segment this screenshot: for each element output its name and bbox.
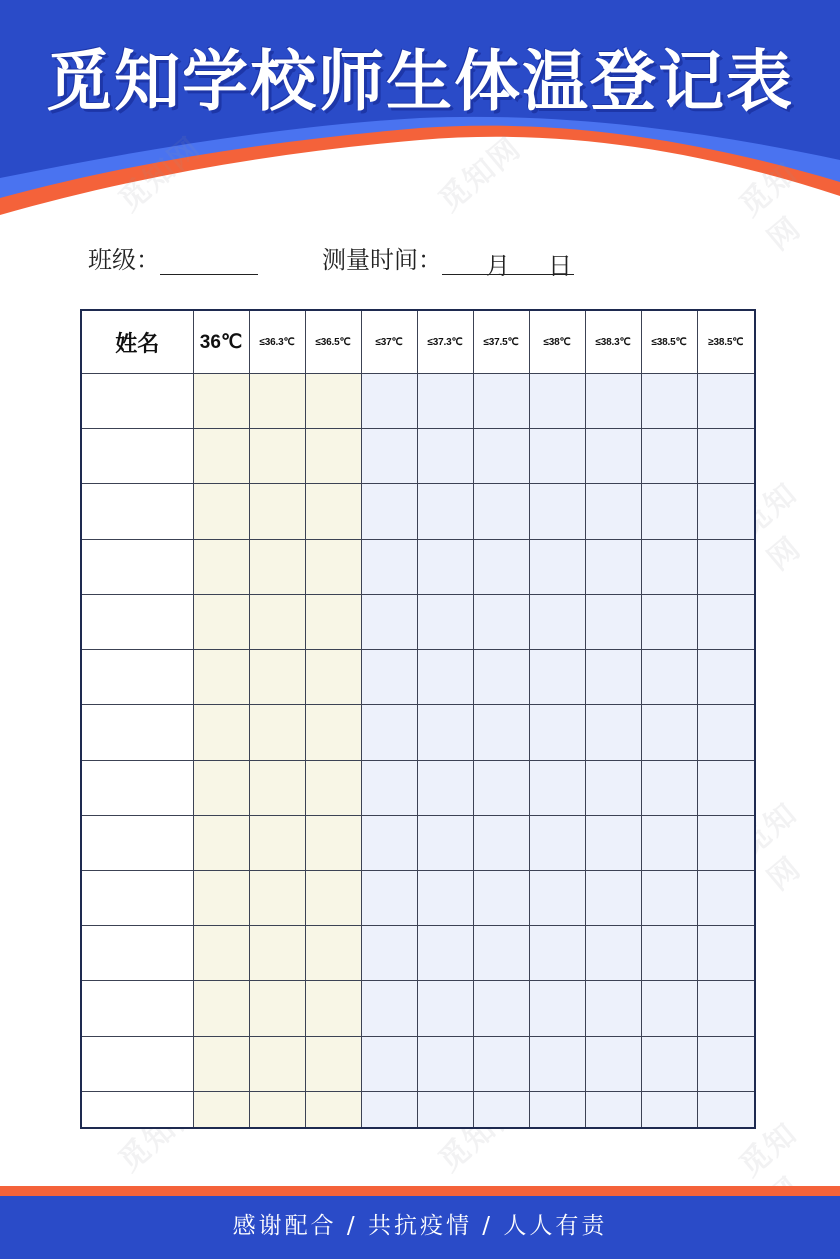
temperature-cell[interactable]	[417, 870, 473, 925]
name-cell[interactable]	[81, 594, 193, 649]
temperature-cell[interactable]	[473, 539, 529, 594]
temperature-cell[interactable]	[529, 760, 585, 815]
name-cell[interactable]	[81, 815, 193, 870]
temperature-cell[interactable]	[417, 981, 473, 1036]
temperature-cell[interactable]	[697, 484, 755, 539]
day-label: 日	[548, 252, 572, 280]
name-cell[interactable]	[81, 981, 193, 1036]
temperature-cell[interactable]	[193, 815, 249, 870]
temperature-cell[interactable]	[697, 1091, 755, 1128]
temperature-cell[interactable]	[697, 429, 755, 484]
name-cell[interactable]	[81, 1091, 193, 1128]
temperature-cell[interactable]	[305, 374, 361, 429]
temperature-cell[interactable]	[697, 594, 755, 649]
temperature-cell[interactable]	[697, 815, 755, 870]
temperature-cell[interactable]	[193, 760, 249, 815]
temperature-cell[interactable]	[305, 981, 361, 1036]
table-row	[81, 650, 755, 705]
temperature-cell[interactable]	[641, 1091, 697, 1128]
temperature-cell[interactable]	[473, 926, 529, 981]
temperature-cell[interactable]	[193, 429, 249, 484]
name-cell[interactable]	[81, 1036, 193, 1091]
temperature-cell[interactable]	[193, 926, 249, 981]
table-row	[81, 981, 755, 1036]
table-row	[81, 429, 755, 484]
temperature-cell[interactable]	[305, 650, 361, 705]
temperature-cell[interactable]	[585, 705, 641, 760]
temperature-cell[interactable]	[529, 429, 585, 484]
footer-slogan: 感谢配合 / 共抗疫情 / 人人有责	[0, 1196, 840, 1259]
temperature-cell[interactable]	[585, 429, 641, 484]
class-field	[88, 240, 258, 275]
temperature-cell[interactable]	[193, 539, 249, 594]
column-header-temp: ≤37℃	[361, 310, 417, 374]
temperature-cell[interactable]	[641, 539, 697, 594]
temperature-cell[interactable]	[305, 870, 361, 925]
table-row	[81, 594, 755, 649]
column-header-temp: ≤37.3℃	[417, 310, 473, 374]
temperature-cell[interactable]	[473, 705, 529, 760]
temperature-cell[interactable]	[529, 705, 585, 760]
table-row	[81, 374, 755, 429]
temperature-cell[interactable]	[585, 374, 641, 429]
temperature-cell[interactable]	[305, 594, 361, 649]
column-header-temp: ≤36.5℃	[305, 310, 361, 374]
temperature-cell[interactable]	[249, 429, 305, 484]
column-header-temp: ≤38.5℃	[641, 310, 697, 374]
temperature-cell[interactable]	[249, 705, 305, 760]
temperature-cell[interactable]	[249, 594, 305, 649]
table-header	[81, 310, 755, 374]
temperature-cell[interactable]	[529, 594, 585, 649]
temperature-cell[interactable]	[473, 374, 529, 429]
name-cell[interactable]	[81, 650, 193, 705]
temperature-cell[interactable]	[193, 1036, 249, 1091]
temperature-cell[interactable]	[193, 374, 249, 429]
table-row	[81, 1036, 755, 1091]
temperature-cell[interactable]	[417, 1091, 473, 1128]
temperature-cell[interactable]	[305, 926, 361, 981]
temperature-cell[interactable]	[641, 815, 697, 870]
column-header-temp: ≤38℃	[529, 310, 585, 374]
temperature-cell[interactable]	[249, 1091, 305, 1128]
temperature-cell[interactable]	[641, 374, 697, 429]
temperature-cell[interactable]	[697, 870, 755, 925]
temperature-cell[interactable]	[585, 760, 641, 815]
temperature-cell[interactable]	[641, 1036, 697, 1091]
temperature-cell[interactable]	[697, 705, 755, 760]
temperature-cell[interactable]	[193, 650, 249, 705]
temperature-cell[interactable]	[305, 484, 361, 539]
name-cell[interactable]	[81, 539, 193, 594]
temperature-cell[interactable]	[473, 870, 529, 925]
temperature-cell[interactable]	[697, 926, 755, 981]
temperature-cell[interactable]	[361, 374, 417, 429]
temperature-cell[interactable]	[641, 760, 697, 815]
temperature-cell[interactable]	[697, 650, 755, 705]
month-label: 月	[486, 252, 510, 280]
temperature-cell[interactable]	[305, 1091, 361, 1128]
temperature-cell[interactable]	[585, 484, 641, 539]
temperature-cell[interactable]	[249, 981, 305, 1036]
temperature-cell[interactable]	[249, 815, 305, 870]
temperature-cell[interactable]	[473, 650, 529, 705]
temperature-cell[interactable]	[361, 705, 417, 760]
temperature-cell[interactable]	[529, 539, 585, 594]
temperature-cell[interactable]	[641, 705, 697, 760]
table-row	[81, 926, 755, 981]
temperature-cell[interactable]	[361, 981, 417, 1036]
temperature-cell[interactable]	[585, 870, 641, 925]
temperature-cell[interactable]	[529, 870, 585, 925]
temperature-cell[interactable]	[361, 1091, 417, 1128]
temperature-cell[interactable]	[641, 594, 697, 649]
temperature-cell[interactable]	[305, 429, 361, 484]
temperature-cell[interactable]	[417, 650, 473, 705]
temperature-cell[interactable]	[529, 981, 585, 1036]
temperature-cell[interactable]	[249, 650, 305, 705]
temperature-cell[interactable]	[529, 484, 585, 539]
temperature-cell[interactable]	[193, 981, 249, 1036]
table-row	[81, 815, 755, 870]
temperature-cell[interactable]	[417, 926, 473, 981]
temperature-cell[interactable]	[361, 429, 417, 484]
temperature-cell[interactable]	[641, 650, 697, 705]
temperature-cell[interactable]	[193, 1091, 249, 1128]
temperature-cell[interactable]	[585, 1091, 641, 1128]
temperature-cell[interactable]	[305, 705, 361, 760]
temperature-cell[interactable]	[361, 815, 417, 870]
temperature-cell[interactable]	[361, 484, 417, 539]
name-cell[interactable]	[81, 374, 193, 429]
table-row	[81, 760, 755, 815]
column-header-temp: ≤38.3℃	[585, 310, 641, 374]
name-cell[interactable]	[81, 705, 193, 760]
temperature-cell[interactable]	[585, 981, 641, 1036]
table-body	[81, 374, 755, 1129]
temperature-cell[interactable]	[529, 1091, 585, 1128]
temperature-cell[interactable]	[361, 594, 417, 649]
temperature-cell[interactable]	[473, 484, 529, 539]
column-header-temp: ≥38.5℃	[697, 310, 755, 374]
temperature-cell[interactable]	[473, 760, 529, 815]
temperature-cell[interactable]	[417, 374, 473, 429]
temperature-cell[interactable]	[697, 760, 755, 815]
temperature-cell[interactable]	[249, 374, 305, 429]
temperature-cell[interactable]	[417, 705, 473, 760]
column-header-temp: ≤36.3℃	[249, 310, 305, 374]
temperature-cell[interactable]	[641, 484, 697, 539]
temperature-cell[interactable]	[641, 429, 697, 484]
time-field	[322, 240, 574, 280]
temperature-cell[interactable]	[529, 374, 585, 429]
temperature-cell[interactable]	[585, 650, 641, 705]
temperature-cell[interactable]	[249, 870, 305, 925]
temperature-cell[interactable]	[249, 484, 305, 539]
temperature-cell[interactable]	[305, 539, 361, 594]
temperature-cell[interactable]	[361, 926, 417, 981]
name-cell[interactable]	[81, 429, 193, 484]
watermark: 觅知网	[732, 1115, 805, 1184]
temperature-cell[interactable]	[361, 870, 417, 925]
temperature-cell[interactable]	[361, 1036, 417, 1091]
temperature-cell[interactable]	[193, 870, 249, 925]
temperature-cell[interactable]	[529, 650, 585, 705]
table-row	[81, 539, 755, 594]
temperature-cell[interactable]	[249, 539, 305, 594]
table-row	[81, 484, 755, 539]
temperature-cell[interactable]	[361, 539, 417, 594]
temperature-cell[interactable]	[417, 760, 473, 815]
temperature-cell[interactable]	[193, 484, 249, 539]
temperature-cell[interactable]	[193, 705, 249, 760]
page-title: 觅知学校师生体温登记表	[46, 43, 794, 120]
temperature-cell[interactable]	[585, 926, 641, 981]
class-input-line[interactable]	[160, 246, 258, 275]
table-row	[81, 870, 755, 925]
name-cell[interactable]	[81, 760, 193, 815]
temperature-cell[interactable]	[473, 1091, 529, 1128]
temperature-cell[interactable]	[473, 1036, 529, 1091]
temperature-cell[interactable]	[585, 539, 641, 594]
column-header-temp: 36℃	[193, 310, 249, 374]
temperature-cell[interactable]	[585, 815, 641, 870]
date-input-line[interactable]	[442, 246, 574, 280]
column-header-temp: ≤37.5℃	[473, 310, 529, 374]
temperature-cell[interactable]	[529, 926, 585, 981]
temperature-cell[interactable]	[417, 594, 473, 649]
temperature-cell[interactable]	[697, 981, 755, 1036]
temperature-cell[interactable]	[417, 1036, 473, 1091]
temperature-cell[interactable]	[529, 815, 585, 870]
temperature-cell[interactable]	[473, 981, 529, 1036]
watermark: 觅知网	[112, 1090, 209, 1179]
temperature-cell[interactable]	[473, 429, 529, 484]
temperature-cell[interactable]	[641, 870, 697, 925]
table-row	[81, 1091, 755, 1128]
temperature-cell[interactable]	[417, 539, 473, 594]
temperature-cell[interactable]	[473, 815, 529, 870]
temperature-cell[interactable]	[697, 374, 755, 429]
name-cell[interactable]	[81, 926, 193, 981]
name-cell[interactable]	[81, 484, 193, 539]
column-header-name: 姓名	[81, 310, 193, 374]
name-cell[interactable]	[81, 870, 193, 925]
temperature-cell[interactable]	[249, 926, 305, 981]
temperature-cell[interactable]	[193, 594, 249, 649]
temperature-cell[interactable]	[305, 760, 361, 815]
temperature-cell[interactable]	[305, 1036, 361, 1091]
table-row	[81, 705, 755, 760]
time-label: 测量时间：	[322, 246, 442, 274]
temperature-cell[interactable]	[417, 484, 473, 539]
temperature-cell[interactable]	[529, 1036, 585, 1091]
class-label: 班级：	[88, 246, 160, 274]
watermark: 觅知网	[732, 795, 809, 898]
temperature-cell[interactable]	[417, 429, 473, 484]
watermark: 觅知网	[432, 130, 529, 219]
temperature-cell[interactable]	[473, 594, 529, 649]
temperature-cell[interactable]	[361, 650, 417, 705]
temperature-cell[interactable]	[417, 815, 473, 870]
temperature-cell[interactable]	[585, 594, 641, 649]
temperature-cell[interactable]	[361, 760, 417, 815]
watermark: 觅知网	[432, 1090, 529, 1179]
temperature-cell[interactable]	[641, 926, 697, 981]
temperature-cell[interactable]	[641, 981, 697, 1036]
temperature-cell[interactable]	[249, 760, 305, 815]
temperature-cell[interactable]	[697, 1036, 755, 1091]
temperature-cell[interactable]	[249, 1036, 305, 1091]
temperature-table	[80, 309, 756, 1129]
watermark: 觅知网	[732, 475, 809, 578]
watermark: 觅知网	[732, 155, 809, 258]
temperature-cell[interactable]	[697, 539, 755, 594]
temperature-cell[interactable]	[585, 1036, 641, 1091]
footer-accent-strip	[0, 1186, 840, 1196]
temperature-cell[interactable]	[305, 815, 361, 870]
